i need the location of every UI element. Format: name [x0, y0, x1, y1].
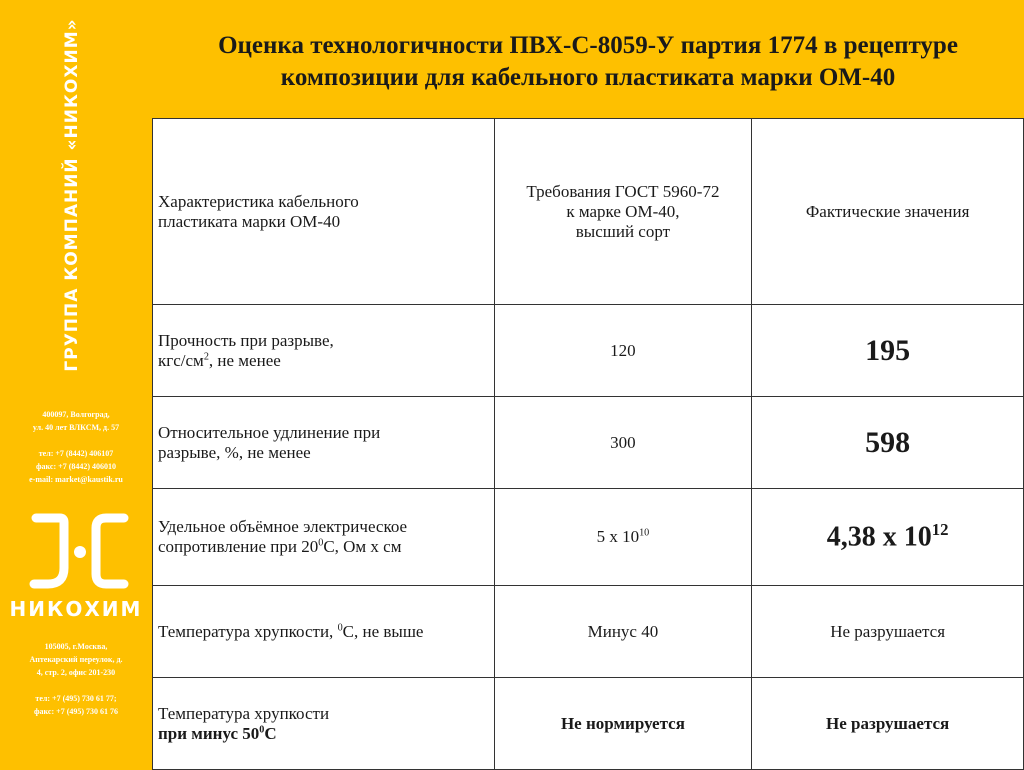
row-requirement: 300 [494, 397, 752, 489]
row-label: Удельное объёмное электрическое сопротивление при $20^0С$, Ом х см [153, 489, 495, 586]
row-actual: Не разрушается [752, 586, 1024, 678]
volgograd-contacts [0, 408, 152, 486]
title-line: композиции для кабельного пластиката марки ОМ-40 [280, 64, 896, 91]
title-line: Оценка технологичности ПВХ-С-8059-У партия 1774 в рецептуре [218, 32, 958, 59]
slide-title [152, 30, 1024, 94]
sidebar [0, 0, 152, 768]
header-actual-values: Фактические значения [752, 119, 1024, 305]
nikokhim-logo-icon [28, 512, 132, 590]
table-header-row [153, 119, 1024, 305]
volgograd-phone: тел: +7 (8442) 406107 [38, 449, 114, 458]
row-requirement: 5 х $10^{10}$ [494, 489, 752, 586]
volgograd-address-line: 400097, Волгоград, [42, 410, 110, 419]
moscow-fax: факс: +7 (495) 730 61 76 [33, 707, 119, 716]
row-label: Прочность при разрыве, кгс/$см^2$, не менее [153, 305, 495, 397]
moscow-address-line: Аптекарский переулок, д. [29, 655, 123, 664]
header-gost-requirements: Требования ГОСТ 5960-72 к марке ОМ-40, высший сорт [494, 119, 752, 305]
volgograd-fax: факс: +7 (8442) 406010 [35, 462, 117, 471]
company-group-vertical-title: ГРУППА КОМПАНИЙ «НИКОХИМ» [62, 18, 82, 372]
logo-wordmark: НИКОХИМ [9, 597, 143, 621]
properties-table [152, 118, 1024, 770]
table-row [153, 489, 1024, 586]
moscow-phone: тел: +7 (495) 730 61 77; [35, 694, 117, 703]
volgograd-email: e-mail: market@kaustik.ru [29, 475, 123, 484]
row-label: Температура хрупкости при минус $50^0С$ [153, 678, 495, 770]
volgograd-address-line: ул. 40 лет ВЛКСМ, д. 57 [32, 423, 120, 432]
row-actual: Не разрушается [752, 678, 1024, 770]
table-row [153, 397, 1024, 489]
table-row [153, 305, 1024, 397]
table-row [153, 586, 1024, 678]
row-requirement: 120 [494, 305, 752, 397]
moscow-address-line: 105005, г.Москва, [44, 642, 108, 651]
row-actual: 598 [752, 397, 1024, 489]
row-label: Температура хрупкости, $^0$С, не выше [153, 586, 495, 678]
table-row [153, 678, 1024, 770]
row-actual: 4,38 х $10^{12}$ [752, 489, 1024, 586]
row-actual: 195 [752, 305, 1024, 397]
row-label: Относительное удлинение при разрыве, %, не менее [153, 397, 495, 489]
row-requirement: Не нормируется [494, 678, 752, 770]
header-characteristic: Характеристика кабельного пластиката марки ОМ-40 [153, 119, 495, 305]
moscow-address-line: 4, стр. 2, офис 201-230 [36, 668, 116, 677]
moscow-contacts [0, 640, 152, 718]
row-requirement: Минус 40 [494, 586, 752, 678]
